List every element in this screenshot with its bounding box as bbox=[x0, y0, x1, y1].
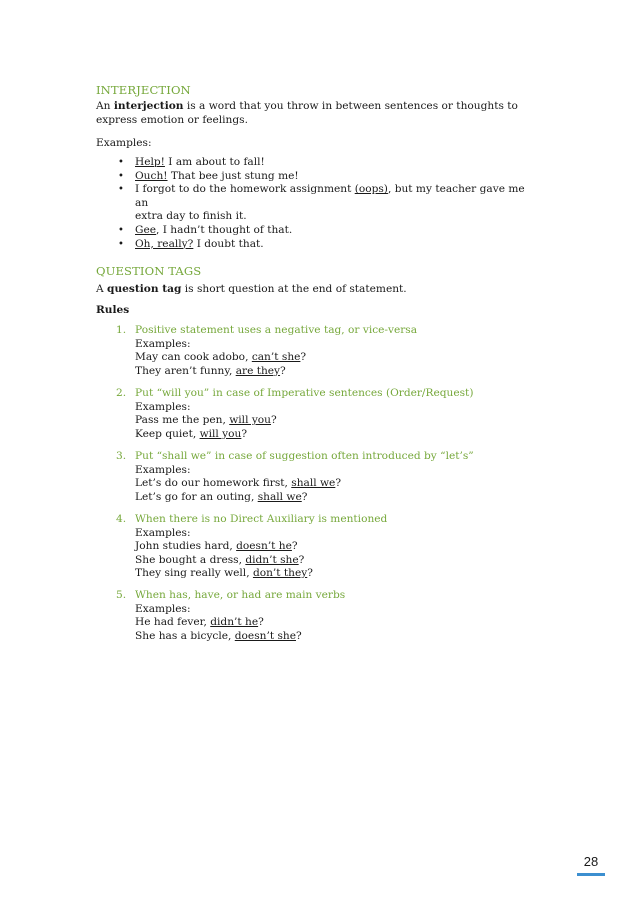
rule-example: They sing really well, don’t they? bbox=[135, 567, 313, 580]
rule-examples-label: Examples: bbox=[135, 526, 191, 539]
page-number-underline bbox=[577, 873, 605, 876]
rule-example: She bought a dress, didn’t she? bbox=[135, 553, 305, 566]
rule-example: Let’s do our homework first, shall we? bbox=[135, 477, 342, 490]
rule-number: 3. bbox=[116, 450, 127, 462]
interjection-heading: INTERJECTION bbox=[96, 83, 191, 97]
rule-number: 2. bbox=[116, 387, 127, 399]
rule-examples-label: Examples: bbox=[135, 602, 191, 615]
rule-example: Keep quiet, will you? bbox=[135, 427, 248, 440]
interjection-definition: An interjection is a word that you throw in between sentences or thoughts to express emotion or feelings. bbox=[96, 100, 518, 126]
rule-example: They aren’t funny, are they? bbox=[135, 364, 286, 377]
question-tags-definition: A question tag is short question at the end of statement. bbox=[96, 283, 407, 295]
rule-3 bbox=[116, 450, 536, 504]
interjection-examples-label: Examples: bbox=[96, 137, 152, 149]
rule-4 bbox=[116, 513, 536, 581]
rule-5 bbox=[116, 589, 536, 643]
rule-example: He had fever, didn’t he? bbox=[135, 616, 264, 629]
rule-example: John studies hard, doesn’t he? bbox=[135, 540, 298, 553]
list-item: • Ouch! That bee just stung me! bbox=[118, 169, 299, 182]
list-item: • Gee, I hadn’t thought of that. bbox=[118, 223, 293, 236]
rule-1 bbox=[116, 324, 536, 378]
interjection-example-list bbox=[96, 156, 536, 251]
rule-examples-label: Examples: bbox=[135, 337, 191, 350]
rule-example: She has a bicycle, doesn’t she? bbox=[135, 629, 302, 642]
rule-examples-label: Examples: bbox=[135, 463, 191, 476]
rule-number: 5. bbox=[116, 589, 127, 601]
question-tag-term: question tag bbox=[107, 283, 182, 295]
rule-number: 4. bbox=[116, 513, 127, 525]
rule-title: Put “shall we” in case of suggestion often introduced by “let’s” bbox=[135, 450, 474, 462]
list-item: • Oh, really? I doubt that. bbox=[118, 237, 264, 250]
rule-examples-label: Examples: bbox=[135, 400, 191, 413]
list-item: • I forgot to do the homework assignment (oops), but my teacher gave me an extra day to finish it. bbox=[118, 183, 525, 223]
rule-example: May can cook adobo, can’t she? bbox=[135, 351, 307, 364]
rule-example: Pass me the pen, will you? bbox=[135, 414, 277, 427]
rules-label: Rules bbox=[96, 304, 130, 316]
rule-number: 1. bbox=[116, 324, 127, 336]
rule-title: When there is no Direct Auxiliary is mentioned bbox=[135, 513, 388, 525]
interjection-term: interjection bbox=[113, 100, 184, 112]
rule-title: Put “will you” in case of Imperative sentences (Order/Request) bbox=[135, 387, 474, 399]
rule-example: Let’s go for an outing, shall we? bbox=[135, 490, 308, 503]
list-item: • Help! I am about to fall! bbox=[118, 156, 265, 168]
question-tags-heading: QUESTION TAGS bbox=[96, 264, 202, 278]
rule-title: When has, have, or had are main verbs bbox=[135, 589, 346, 601]
rule-title: Positive statement uses a negative tag, or vice-versa bbox=[135, 324, 418, 336]
page-number: 28 bbox=[583, 854, 599, 869]
rule-2 bbox=[116, 387, 536, 441]
